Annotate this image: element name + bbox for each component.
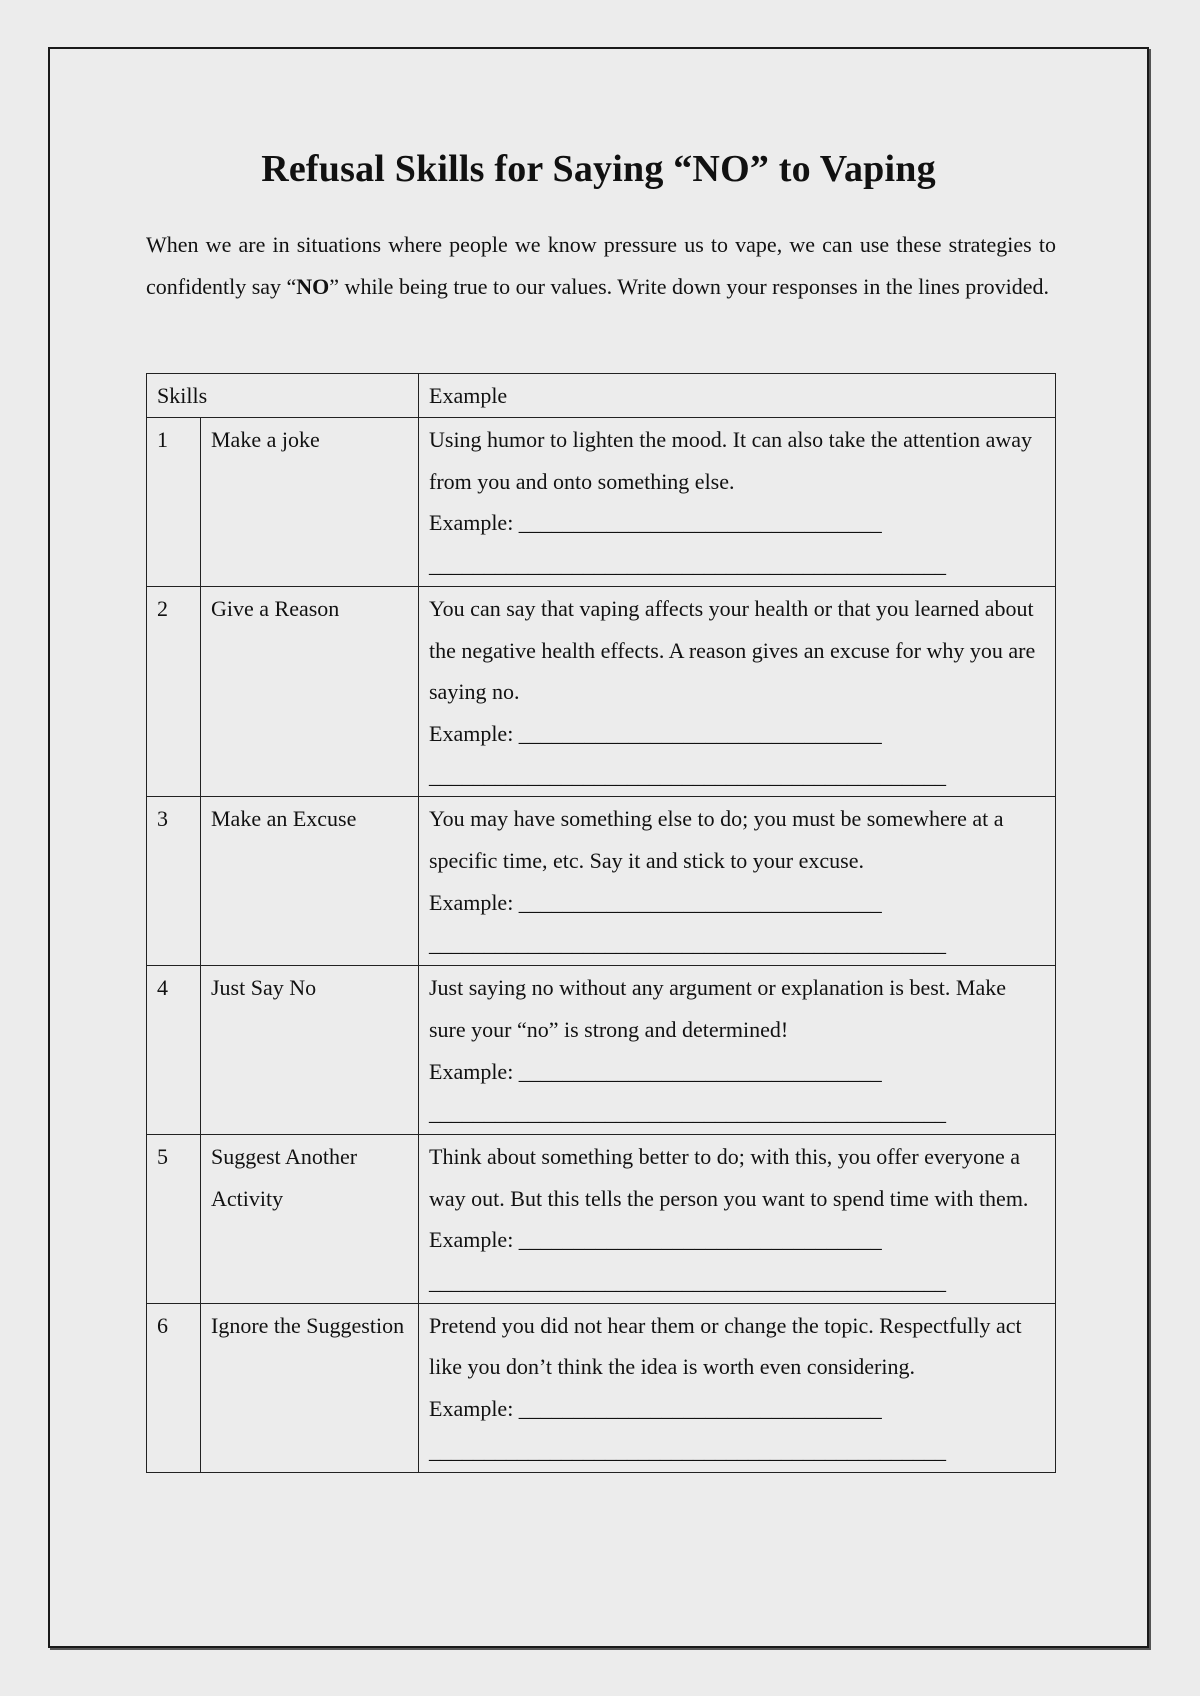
skill-example-cell (419, 797, 1056, 966)
header-example: Example (419, 374, 1056, 418)
skill-description: Think about something better to do; with this, you offer everyone a way out. But this tells the person you want to spend time with them. (429, 1143, 1029, 1211)
skill-name: Ignore the Suggestion (201, 1303, 419, 1472)
skill-number: 5 (147, 1134, 201, 1303)
intro-paragraph (146, 224, 1056, 308)
continuation-answer-line[interactable]: _______________________________________________ (429, 762, 946, 788)
continuation-answer-line[interactable]: _______________________________________________ (429, 1437, 946, 1463)
table-header-row (147, 374, 1056, 418)
skill-name: Make an Excuse (201, 797, 419, 966)
skill-number: 4 (147, 966, 201, 1135)
skill-name: Give a Reason (201, 586, 419, 797)
skill-name: Make a joke (201, 418, 419, 587)
skill-number: 3 (147, 797, 201, 966)
skill-example-cell (419, 966, 1056, 1135)
example-answer-line[interactable]: Example: _________________________________ (429, 1058, 882, 1084)
skill-number: 2 (147, 586, 201, 797)
skill-description: Using humor to lighten the mood. It can also take the attention away from you and onto something else. (429, 427, 1033, 494)
table-row (147, 1303, 1056, 1472)
skill-description: You may have something else to do; you must be somewhere at a specific time, etc. Say it and stick to your excuse. (429, 806, 1004, 874)
skill-example-cell (419, 586, 1056, 797)
continuation-answer-line[interactable]: _______________________________________________ (429, 931, 946, 957)
worksheet-page (48, 47, 1149, 1648)
example-answer-line[interactable]: Example: _________________________________ (429, 889, 882, 915)
continuation-answer-line[interactable]: _______________________________________________ (429, 1100, 946, 1126)
skill-name: Just Say No (201, 966, 419, 1135)
table-row (147, 966, 1056, 1135)
continuation-answer-line[interactable]: _______________________________________________ (429, 1269, 946, 1295)
header-skills: Skills (147, 374, 419, 418)
skill-name: Suggest Another Activity (201, 1134, 419, 1303)
intro-text-start: When we are in situations where people we know pressure us to vape, we can use these strategies to confidently say “ (146, 232, 1056, 299)
skill-description: You can say that vaping affects your health or that you learned about the negative health effects. A reason gives an excuse for why you are saying no. (429, 595, 1036, 705)
continuation-answer-line[interactable]: _______________________________________________ (429, 552, 946, 578)
example-answer-line[interactable]: Example: _________________________________ (429, 1227, 882, 1253)
skill-example-cell (419, 1303, 1056, 1472)
intro-text-bold: NO (296, 274, 330, 299)
skill-number: 6 (147, 1303, 201, 1472)
example-answer-line[interactable]: Example: _________________________________ (429, 1396, 882, 1422)
table-row (147, 586, 1056, 797)
page-title: Refusal Skills for Saying “NO” to Vaping (261, 148, 936, 190)
skill-description: Just saying no without any argument or explanation is best. Make sure your “no” is strong and determined! (429, 975, 1007, 1042)
refusal-skills-table (146, 373, 1056, 1473)
table-row (147, 418, 1056, 587)
skill-example-cell (419, 1134, 1056, 1303)
table-row (147, 797, 1056, 966)
skill-number: 1 (147, 418, 201, 587)
example-answer-line[interactable]: Example: _________________________________ (429, 720, 882, 746)
intro-text-end: ” while being true to our values. Write down your responses in the lines provided. (329, 274, 1049, 299)
example-answer-line[interactable]: Example: _________________________________ (429, 510, 882, 536)
skill-example-cell (419, 418, 1056, 587)
skill-description: Pretend you did not hear them or change the topic. Respectfully act like you don’t think the idea is worth even considering. (429, 1312, 1022, 1380)
table-row (147, 1134, 1056, 1303)
